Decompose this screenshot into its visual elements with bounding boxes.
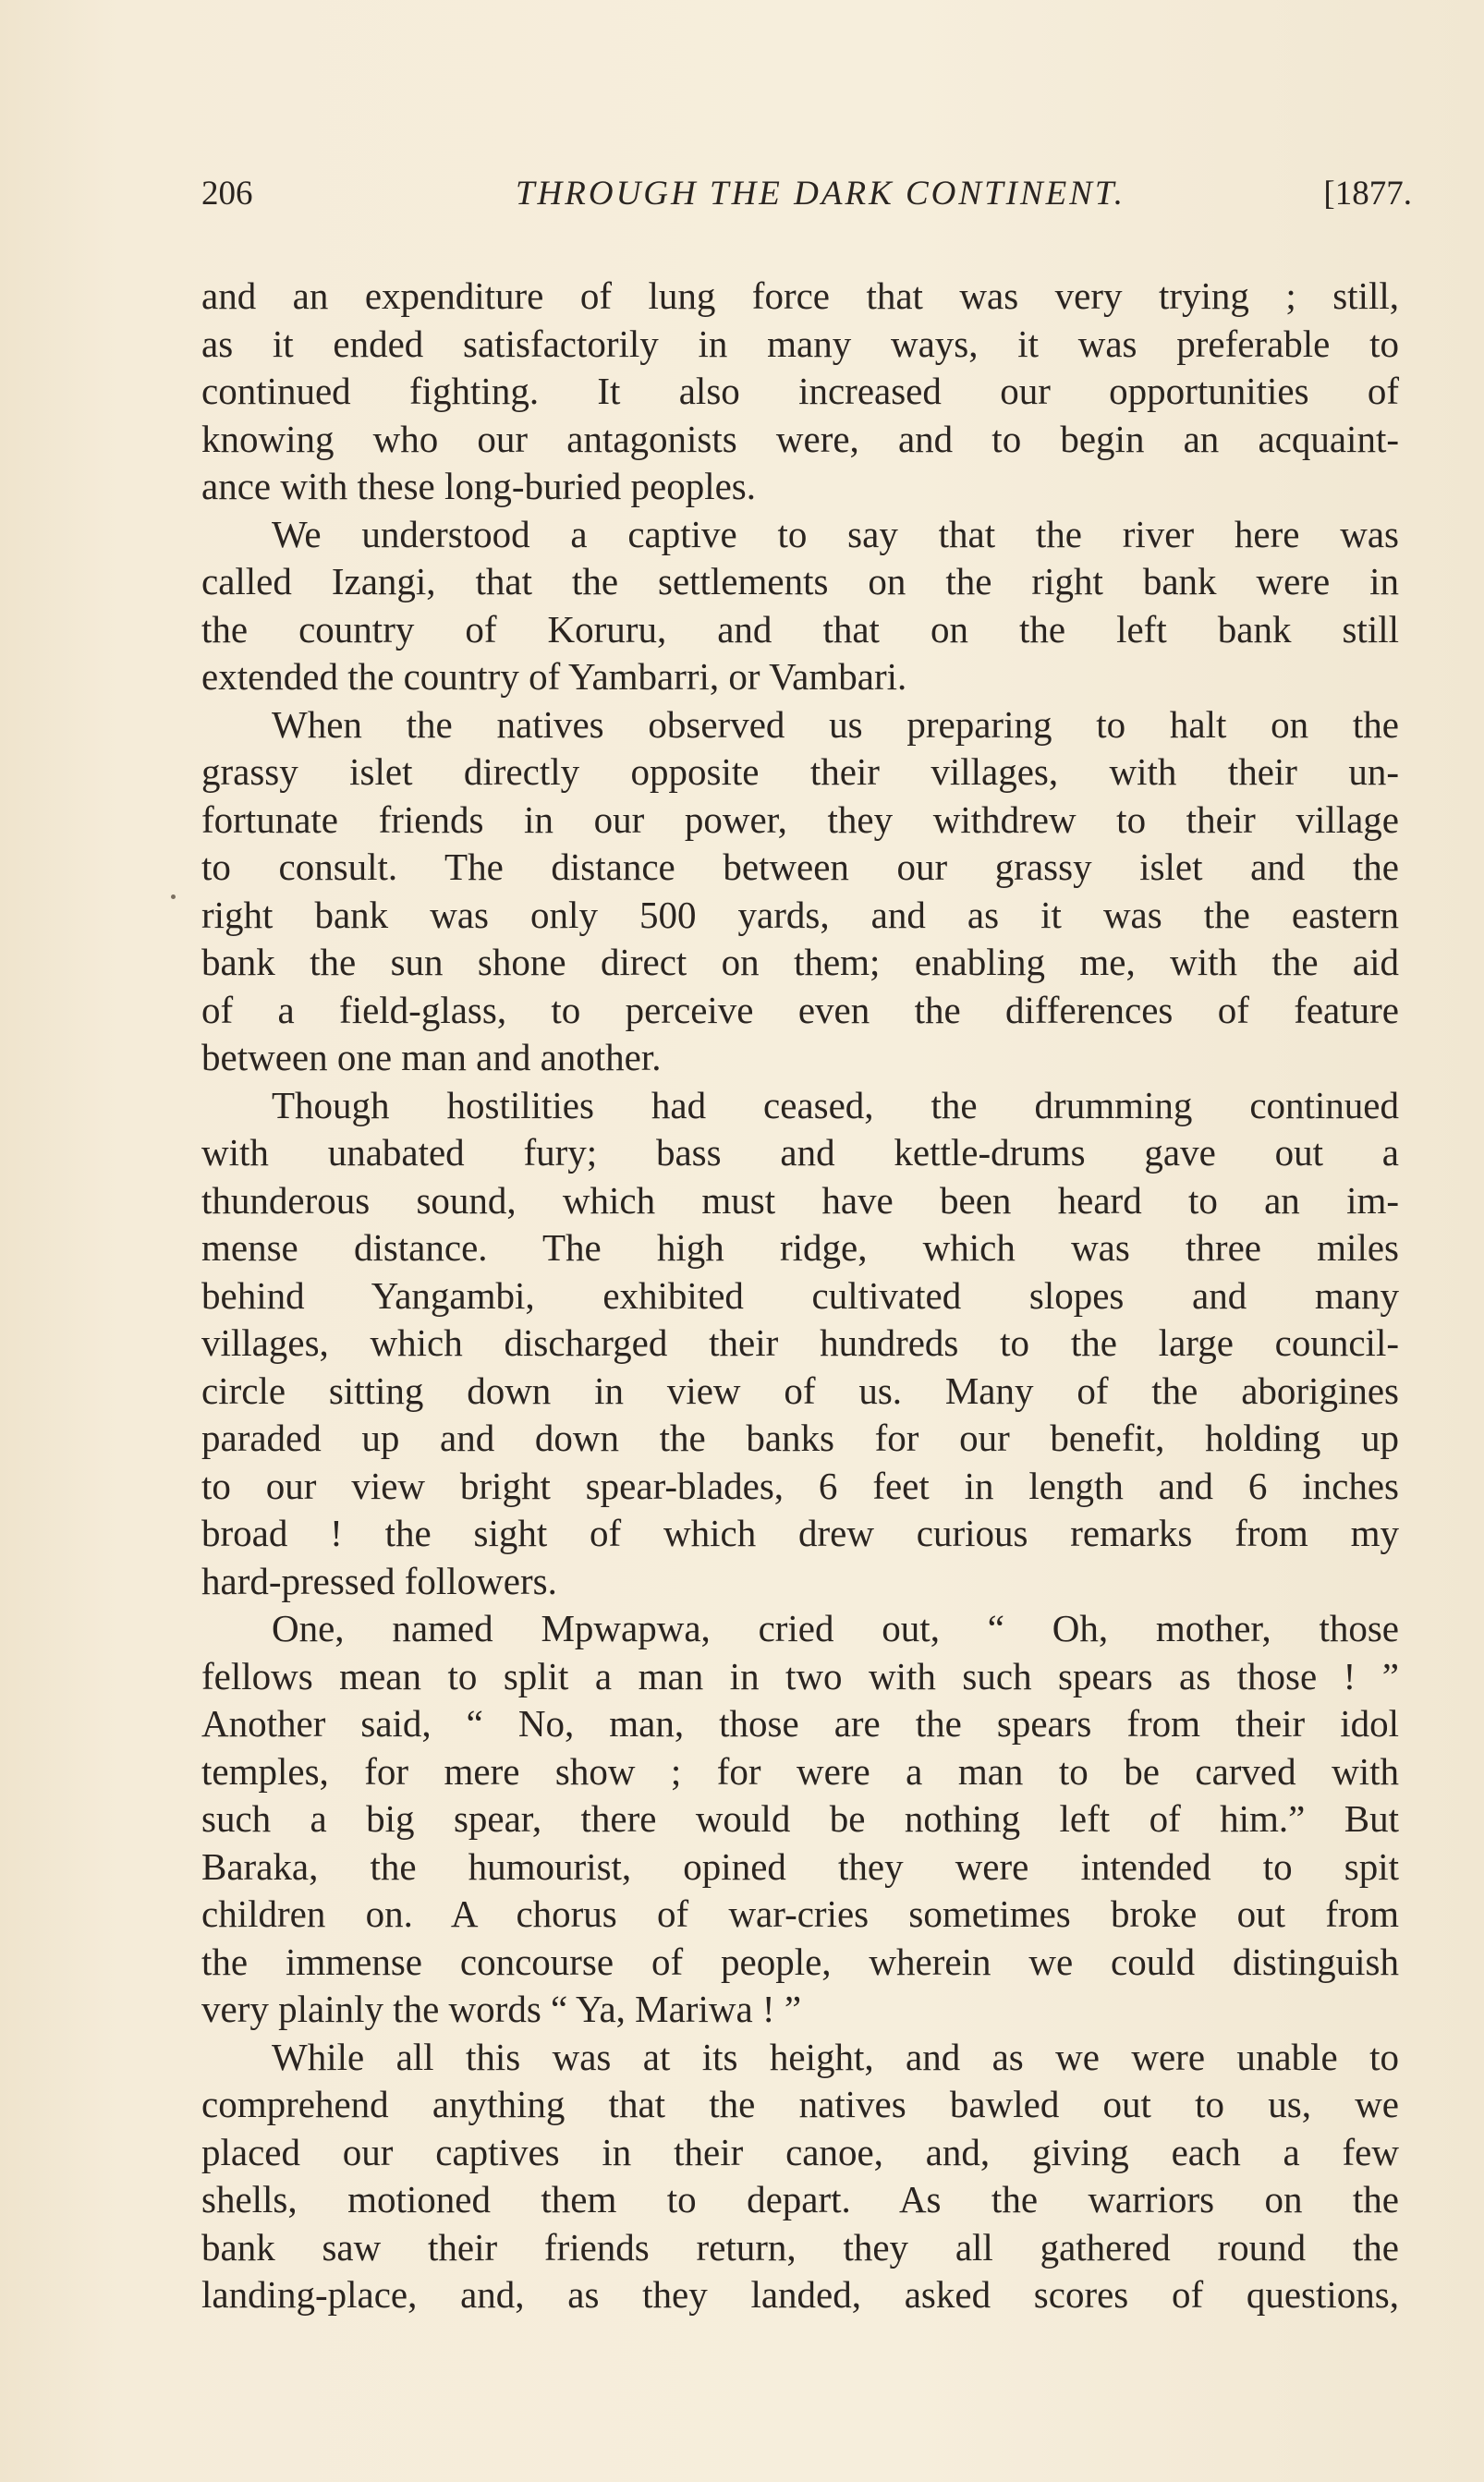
text-line: landing-place, and, as they landed, asked scores of questions, xyxy=(201,2273,1399,2316)
text-line: knowing who our antagonists were, and to begin an acquaint- xyxy=(201,417,1399,460)
text-line: placed our captives in their canoe, and, giving each a few xyxy=(201,2130,1399,2173)
text-line: to our view bright spear-blades, 6 feet in length and 6 inches xyxy=(201,1464,1399,1507)
text-line: and an expenditure of lung force that was very trying ; still, xyxy=(201,274,1399,317)
text-line: such a big spear, there would be nothing left of him.” But xyxy=(201,1797,1399,1840)
text-line: broad ! the sight of which drew curious remarks from my xyxy=(201,1512,1399,1554)
text-line: One, named Mpwapwa, cried out, “ Oh, mother, those xyxy=(272,1607,1399,1649)
text-line: between one man and another. xyxy=(201,1036,662,1078)
text-line: comprehend anything that the natives bawled out to us, we xyxy=(201,2083,1399,2125)
text-line: behind Yangambi, exhibited cultivated slopes and many xyxy=(201,1273,1399,1317)
page-header xyxy=(201,174,1412,229)
body-text xyxy=(201,273,1399,2319)
text-line: fortunate friends in our power, they withdrew to their village xyxy=(201,797,1399,841)
text-line: hard-pressed followers. xyxy=(201,1559,557,1602)
text-line: the country of Koruru, and that on the left bank still xyxy=(201,607,1399,651)
running-title: THROUGH THE DARK CONTINENT. xyxy=(515,175,1126,213)
text-line: circle sitting down in view of us. Many of the aborigines xyxy=(201,1369,1399,1412)
text-line: Though hostilities had ceased, the drumming continued xyxy=(272,1083,1399,1126)
text-line: paraded up and down the banks for our benefit, holding up xyxy=(201,1417,1399,1459)
text-line: temples, for mere show ; for were a man to be carved with xyxy=(201,1749,1399,1793)
text-line: When the natives observed us preparing to halt on the xyxy=(272,702,1399,746)
text-line: mense distance. The high ridge, which was three miles xyxy=(201,1226,1399,1269)
text-line: to consult. The distance between our grassy islet and the xyxy=(201,846,1399,888)
text-line: We understood a captive to say that the river here was xyxy=(272,512,1399,555)
text-line: Baraka, the humourist, opined they were intended to spit xyxy=(201,1844,1399,1888)
text-line: with unabated fury; bass and kettle-drums gave out a xyxy=(201,1131,1399,1174)
text-line: ance with these long-buried peoples. xyxy=(201,465,757,507)
text-line: bank the sun shone direct on them; enabling me, with the aid xyxy=(201,941,1399,983)
text-line: shells, motioned them to depart. As the warriors on the xyxy=(201,2178,1399,2220)
text-line: fellows mean to split a man in two with such spears as those ! ” xyxy=(201,1654,1399,1697)
text-line: extended the country of Yambarri, or Vambari. xyxy=(201,655,907,698)
text-line: bank saw their friends return, they all gathered round the xyxy=(201,2225,1399,2269)
text-line: of a field-glass, to perceive even the differences of feature xyxy=(201,988,1399,1031)
text-line: While all this was at its height, and as we were unable to xyxy=(272,2035,1399,2078)
text-line: called Izangi, that the settlements on the right bank were in xyxy=(201,560,1399,602)
page-number: 206 xyxy=(201,175,253,213)
text-line: continued fighting. It also increased our opportunities of xyxy=(201,370,1399,412)
text-line: Another said, “ No, man, those are the spears from their idol xyxy=(201,1702,1399,1745)
text-line: right bank was only 500 yards, and as it was the eastern xyxy=(201,893,1399,936)
text-line: children on. A chorus of war-cries sometimes broke out from xyxy=(201,1892,1399,1935)
margin-mark xyxy=(171,894,176,899)
text-line: thunderous sound, which must have been heard to an im- xyxy=(201,1178,1399,1222)
text-line: very plainly the words “ Ya, Mariwa ! ” xyxy=(201,1988,802,2030)
text-line: the immense concourse of people, wherein we could distinguish xyxy=(201,1940,1399,1983)
text-line: villages, which discharged their hundreds to the large council- xyxy=(201,1321,1399,1364)
text-line: grassy islet directly opposite their villages, with their un- xyxy=(201,750,1399,793)
text-line: as it ended satisfactorily in many ways, it was preferable to xyxy=(201,322,1399,365)
header-year: [1877. xyxy=(1323,175,1412,213)
